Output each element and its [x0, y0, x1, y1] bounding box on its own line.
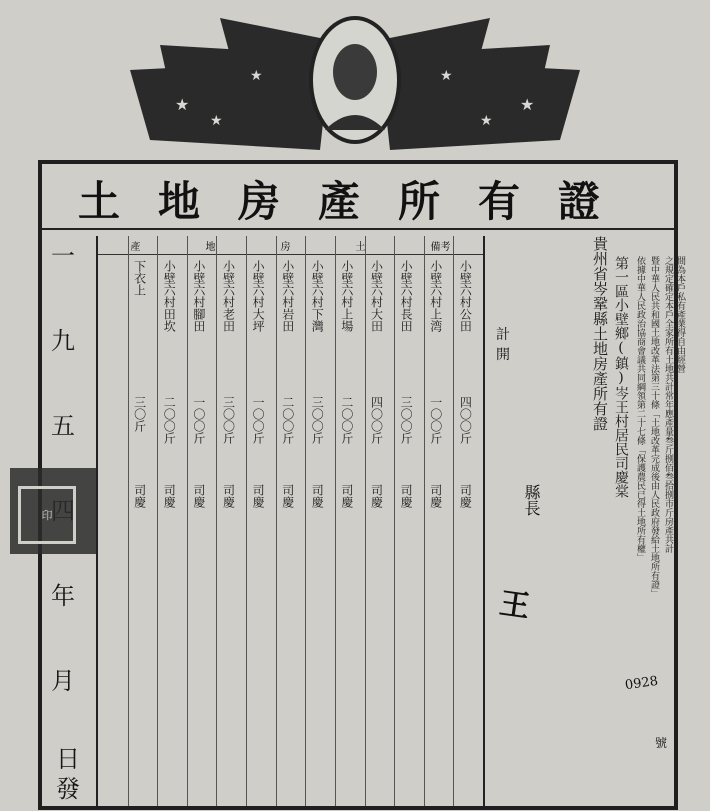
row-owner: 司慶 — [399, 484, 414, 508]
row-place: 小壁六村大坪 — [251, 260, 266, 332]
svg-text:★: ★ — [480, 113, 493, 129]
text-line-4: 暨中華人民共和國土地改革法第三十條「土地改革完成後由人民政府發給土地所有證」 — [649, 256, 659, 598]
table-row — [128, 236, 159, 806]
ji-label: 計 — [496, 327, 510, 343]
row-place: 小壁六村老田 — [221, 260, 236, 332]
row-owner: 司慶 — [428, 484, 443, 508]
header-label: 產 — [130, 241, 141, 253]
header-label: 地 — [205, 241, 216, 253]
table-row — [424, 236, 455, 806]
row-owner: 司慶 — [132, 484, 147, 508]
table-row — [453, 236, 484, 806]
row-place: 下衣上 — [132, 260, 147, 296]
row-amount: 二〇〇斤 — [162, 396, 177, 444]
row-place: 小壁六村岩田 — [280, 260, 295, 332]
row-place: 小壁六村上場 — [339, 260, 354, 332]
row-place: 小壁六村腳田 — [191, 260, 206, 332]
year-suffix: 年 — [51, 582, 81, 610]
row-amount: 一〇〇斤 — [428, 396, 443, 444]
row-place: 小壁六村大田 — [369, 260, 384, 332]
county-head-label: 縣長 — [522, 484, 541, 516]
header-label: 備考 — [430, 241, 451, 253]
table-row — [157, 236, 188, 806]
row-amount: 四〇〇斤 — [369, 396, 384, 444]
flags-emblem — [0, 0, 710, 160]
row-owner: 司慶 — [162, 484, 177, 508]
header-label: 房 — [280, 241, 291, 253]
row-amount: 二〇〇斤 — [280, 396, 295, 444]
row-owner: 司慶 — [369, 484, 384, 508]
row-place: 小壁六村公田 — [458, 260, 473, 332]
header-label: 土 — [355, 241, 366, 253]
row-amount: 一〇〇斤 — [251, 396, 266, 444]
row-place: 小壁六村上湾 — [428, 260, 443, 332]
official-seal-text: 印 — [18, 486, 76, 544]
kai-label: 開 — [496, 347, 510, 363]
row-owner: 司慶 — [280, 484, 295, 508]
certificate-title: 土地房產所有證 — [77, 177, 638, 226]
row-amount: 三〇〇斤 — [221, 396, 236, 444]
row-owner: 司慶 — [458, 484, 473, 508]
svg-text:★: ★ — [175, 95, 190, 114]
serial-number: 0928 — [624, 673, 659, 694]
table-row — [335, 236, 366, 806]
text-line-2: 第一區小壁鄉(鎮)岑王村居民司慶棠 — [613, 256, 629, 498]
row-amount: 三〇〇斤 — [399, 396, 414, 444]
table-row — [365, 236, 396, 806]
year-digit-1: 一 — [51, 242, 81, 270]
row-owner: 司慶 — [310, 484, 325, 508]
svg-text:★: ★ — [210, 113, 223, 129]
row-owner: 司慶 — [221, 484, 236, 508]
table-row — [187, 236, 218, 806]
row-owner: 司慶 — [191, 484, 206, 508]
title-rule — [40, 228, 676, 230]
row-place: 小壁六村長田 — [399, 260, 414, 332]
text-line-1: 貴州省岑鞏縣土地房產所有證 — [591, 236, 609, 431]
svg-text:★: ★ — [520, 95, 535, 114]
table-row — [305, 236, 336, 806]
month-label: 月 — [51, 667, 81, 695]
row-owner: 司慶 — [251, 484, 266, 508]
row-place: 小壁六村下灣 — [310, 260, 325, 332]
row-amount: 二〇〇斤 — [339, 396, 354, 444]
svg-text:★: ★ — [250, 68, 263, 84]
row-place: 小壁六村田坎 — [162, 260, 177, 332]
row-amount: 四〇〇斤 — [458, 396, 473, 444]
year-digit-2: 九 — [51, 327, 81, 355]
row-owner: 司慶 — [339, 484, 354, 508]
row-amount: 三〇斤 — [132, 396, 147, 432]
year-digit-3: 五 — [51, 412, 81, 440]
svg-text:★: ★ — [440, 68, 453, 84]
table-row — [216, 236, 247, 806]
land-table — [96, 236, 485, 806]
day-label: 日發 — [51, 746, 80, 806]
county-head-signature: 王 — [497, 586, 532, 625]
row-amount: 三〇〇斤 — [310, 396, 325, 444]
text-line-5: 之規定確定本戶全家所有土地共計常年應產量叁斤捌佰叁拾捌市斤房產共計 — [663, 256, 673, 553]
hao-label: 號 — [655, 736, 668, 750]
certificate-text — [585, 236, 685, 806]
text-line-3: 依據中華人民政治協商會議共同綱領第二十七條「保護農民已得土地所有權」 — [635, 256, 645, 562]
table-row — [394, 236, 425, 806]
text-line-6: 間為本戶私有產業得自由經營 — [675, 256, 685, 373]
table-row — [276, 236, 307, 806]
table-row — [246, 236, 277, 806]
row-amount: 一〇〇斤 — [191, 396, 206, 444]
